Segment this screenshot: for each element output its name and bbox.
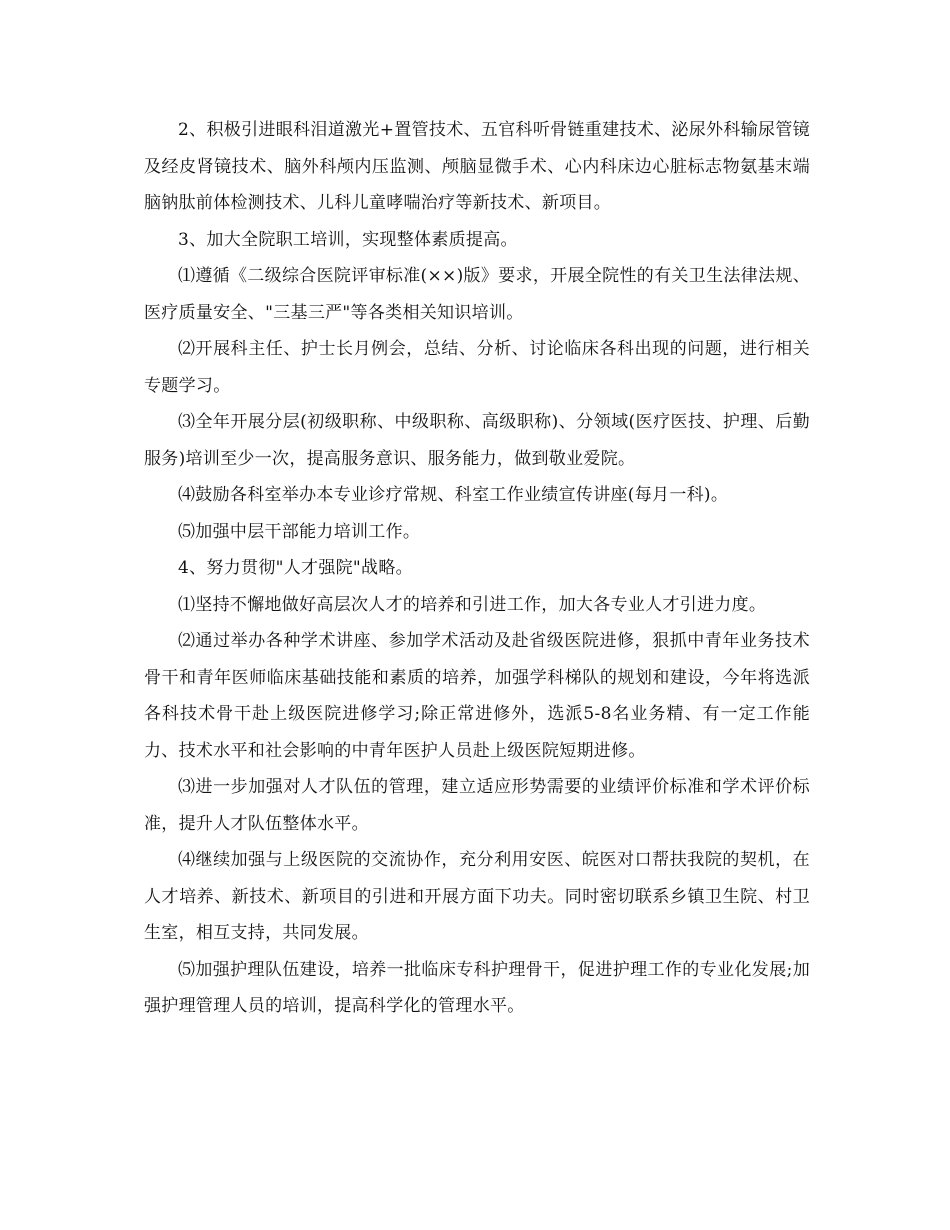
paragraph-training-3: ⑶全年开展分层(初级职称、中级职称、高级职称)、分领域(医疗医技、护理、后勤服务)培训至少一次，提高服务意识、服务能力，做到敬业爱院。 — [144, 412, 810, 469]
paragraph-talent-4: ⑷继续加强与上级医院的交流协作，充分利用安医、皖医对口帮扶我院的契机，在人才培养、新技术、新项目的引进和开展方面下功夫。同时密切联系乡镇卫生院、村卫生室，相互支持，共同发展。 — [144, 850, 810, 943]
document-body — [144, 112, 810, 1025]
heading-talent-strategy: 4、努力贯彻"人才强院"战略。 — [178, 558, 413, 578]
paragraph-training-5: ⑸加强中层干部能力培训工作。 — [178, 521, 421, 542]
paragraph-talent-3: ⑶进一步加强对人才队伍的管理，建立适应形势需要的业绩评价标准和学术评价标准，提升人才队伍整体水平。 — [144, 777, 810, 834]
paragraph-talent-5: ⑸加强护理队伍建设，培养一批临床专科护理骨干，促进护理工作的专业化发展;加强护理管理人员的培训，提高科学化的管理水平。 — [144, 959, 810, 1016]
paragraph-new-tech: 2、积极引进眼科泪道激光+置管技术、五官科听骨链重建技术、泌尿外科输尿管镜及经皮肾镜技术、脑外科颅内压监测、颅脑显微手术、心内科床边心脏标志物氨基末端脑钠肽前体检测技术、儿科儿童哮喘治疗等新技术、新项目。 — [144, 120, 810, 213]
paragraph-talent-1: ⑴坚持不懈地做好高层次人才的培养和引进工作，加大各专业人才引进力度。 — [178, 594, 767, 615]
paragraph-training-1: ⑴遵循《二级综合医院评审标准(××)版》要求，开展全院性的有关卫生法律法规、医疗质量安全、"三基三严"等各类相关知识培训。 — [144, 266, 810, 323]
heading-staff-training: 3、加大全院职工培训，实现整体素质提高。 — [178, 229, 518, 250]
paragraph-training-2: ⑵开展科主任、护士长月例会，总结、分析、讨论临床各科出现的问题，进行相关专题学习。 — [144, 339, 810, 396]
paragraph-training-4: ⑷鼓励各科室举办本专业诊疗常规、科室工作业绩宣传讲座(每月一科)。 — [178, 485, 729, 505]
paragraph-talent-2: ⑵通过举办各种学术讲座、参加学术活动及赴省级医院进修，狠抓中青年业务技术骨干和青年医师临床基础技能和素质的培养，加强学科梯队的规划和建设，今年将选派各科技术骨干赴上级医院进修学习;除正常进修外，选派5-8名业务精、有一定工作能力、技术水平和社会影响的中青年医护人员赴上级医院短期进修。 — [144, 631, 810, 761]
